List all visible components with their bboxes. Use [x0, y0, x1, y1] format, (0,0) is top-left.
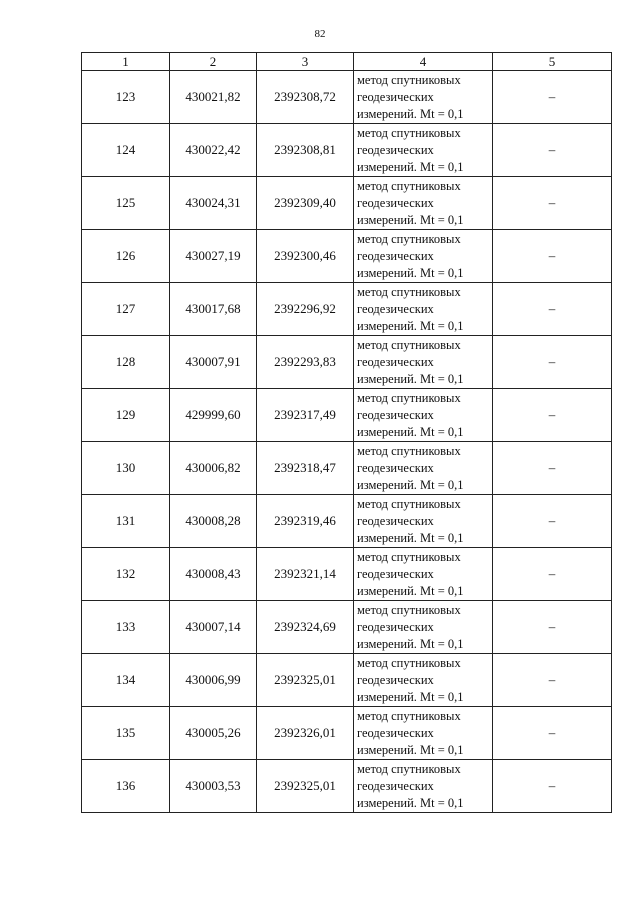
coord-x: 430006,99: [170, 654, 257, 707]
method-line-2: геодезических: [357, 460, 434, 475]
method-line-1: метод спутниковых: [357, 178, 461, 193]
extra-cell: –: [493, 389, 612, 442]
point-id: 135: [82, 707, 170, 760]
table-body: [82, 71, 612, 813]
method-cell: [354, 495, 493, 548]
method-line-3: измерений. Mt = 0,1: [357, 106, 464, 121]
method-line-2: геодезических: [357, 672, 434, 687]
page-number: 82: [314, 28, 326, 40]
coord-y: 2392308,72: [257, 71, 354, 124]
coordinates-table: [81, 52, 612, 813]
method-line-1: метод спутниковых: [357, 337, 461, 352]
method-line-2: геодезических: [357, 354, 434, 369]
coord-x: 430017,68: [170, 283, 257, 336]
method-line-1: метод спутниковых: [357, 602, 461, 617]
table-row: [82, 495, 612, 548]
method-line-2: геодезических: [357, 407, 434, 422]
table-row: [82, 442, 612, 495]
table-row: [82, 389, 612, 442]
method-cell: [354, 442, 493, 495]
extra-cell: –: [493, 601, 612, 654]
point-id: 129: [82, 389, 170, 442]
coord-y: 2392321,14: [257, 548, 354, 601]
point-id: 130: [82, 442, 170, 495]
method-line-3: измерений. Mt = 0,1: [357, 212, 464, 227]
coord-x: 430022,42: [170, 124, 257, 177]
coord-x: 430027,19: [170, 230, 257, 283]
extra-cell: –: [493, 495, 612, 548]
extra-cell: –: [493, 336, 612, 389]
method-cell: [354, 71, 493, 124]
method-line-2: геодезических: [357, 619, 434, 634]
header-col-5: 5: [493, 53, 612, 71]
coord-y: 2392317,49: [257, 389, 354, 442]
header-col-2: 2: [170, 53, 257, 71]
method-line-3: измерений. Mt = 0,1: [357, 742, 464, 757]
coord-y: 2392293,83: [257, 336, 354, 389]
method-line-2: геодезических: [357, 195, 434, 210]
point-id: 124: [82, 124, 170, 177]
method-cell: [354, 760, 493, 813]
method-cell: [354, 336, 493, 389]
point-id: 127: [82, 283, 170, 336]
extra-cell: –: [493, 760, 612, 813]
extra-cell: –: [493, 548, 612, 601]
method-cell: [354, 283, 493, 336]
method-cell: [354, 601, 493, 654]
extra-cell: –: [493, 71, 612, 124]
extra-cell: –: [493, 654, 612, 707]
point-id: 128: [82, 336, 170, 389]
coord-x: 430005,26: [170, 707, 257, 760]
method-line-1: метод спутниковых: [357, 125, 461, 140]
coord-x: 430008,28: [170, 495, 257, 548]
method-line-3: измерений. Mt = 0,1: [357, 689, 464, 704]
extra-cell: –: [493, 177, 612, 230]
point-id: 134: [82, 654, 170, 707]
table-row: [82, 124, 612, 177]
method-line-3: измерений. Mt = 0,1: [357, 636, 464, 651]
method-line-2: геодезических: [357, 301, 434, 316]
coord-x: 430007,14: [170, 601, 257, 654]
point-id: 131: [82, 495, 170, 548]
coord-y: 2392296,92: [257, 283, 354, 336]
method-line-1: метод спутниковых: [357, 549, 461, 564]
method-line-3: измерений. Mt = 0,1: [357, 530, 464, 545]
method-cell: [354, 548, 493, 601]
coord-x: 429999,60: [170, 389, 257, 442]
method-cell: [354, 654, 493, 707]
table-row: [82, 707, 612, 760]
method-line-1: метод спутниковых: [357, 72, 461, 87]
method-line-1: метод спутниковых: [357, 284, 461, 299]
method-line-2: геодезических: [357, 778, 434, 793]
header-col-1: 1: [82, 53, 170, 71]
coord-y: 2392318,47: [257, 442, 354, 495]
method-line-1: метод спутниковых: [357, 655, 461, 670]
extra-cell: –: [493, 442, 612, 495]
method-line-2: геодезических: [357, 566, 434, 581]
method-line-3: измерений. Mt = 0,1: [357, 795, 464, 810]
method-line-3: измерений. Mt = 0,1: [357, 477, 464, 492]
coord-y: 2392308,81: [257, 124, 354, 177]
method-line-1: метод спутниковых: [357, 390, 461, 405]
point-id: 126: [82, 230, 170, 283]
table-header: [82, 53, 612, 71]
coord-y: 2392300,46: [257, 230, 354, 283]
method-line-1: метод спутниковых: [357, 708, 461, 723]
table-row: [82, 230, 612, 283]
header-row: [82, 53, 612, 71]
coord-y: 2392325,01: [257, 760, 354, 813]
extra-cell: –: [493, 124, 612, 177]
table-row: [82, 760, 612, 813]
method-line-2: геодезических: [357, 248, 434, 263]
method-cell: [354, 177, 493, 230]
coord-x: 430021,82: [170, 71, 257, 124]
coord-y: 2392325,01: [257, 654, 354, 707]
method-line-3: измерений. Mt = 0,1: [357, 371, 464, 386]
table-row: [82, 336, 612, 389]
table-row: [82, 654, 612, 707]
method-cell: [354, 707, 493, 760]
method-line-2: геодезических: [357, 725, 434, 740]
method-line-1: метод спутниковых: [357, 443, 461, 458]
point-id: 133: [82, 601, 170, 654]
method-line-3: измерений. Mt = 0,1: [357, 159, 464, 174]
coord-y: 2392326,01: [257, 707, 354, 760]
coord-x: 430008,43: [170, 548, 257, 601]
table-row: [82, 283, 612, 336]
method-line-2: геодезических: [357, 513, 434, 528]
header-col-3: 3: [257, 53, 354, 71]
coord-y: 2392319,46: [257, 495, 354, 548]
method-line-2: геодезических: [357, 89, 434, 104]
method-line-1: метод спутниковых: [357, 761, 461, 776]
extra-cell: –: [493, 230, 612, 283]
table-row: [82, 71, 612, 124]
method-line-3: измерений. Mt = 0,1: [357, 265, 464, 280]
method-line-3: измерений. Mt = 0,1: [357, 583, 464, 598]
method-line-1: метод спутниковых: [357, 496, 461, 511]
point-id: 125: [82, 177, 170, 230]
method-cell: [354, 230, 493, 283]
table-row: [82, 548, 612, 601]
table-row: [82, 601, 612, 654]
header-col-4: 4: [354, 53, 493, 71]
table-row: [82, 177, 612, 230]
coord-y: 2392324,69: [257, 601, 354, 654]
coord-x: 430003,53: [170, 760, 257, 813]
coord-y: 2392309,40: [257, 177, 354, 230]
method-cell: [354, 389, 493, 442]
method-cell: [354, 124, 493, 177]
extra-cell: –: [493, 283, 612, 336]
coord-x: 430024,31: [170, 177, 257, 230]
method-line-3: измерений. Mt = 0,1: [357, 424, 464, 439]
method-line-2: геодезических: [357, 142, 434, 157]
point-id: 136: [82, 760, 170, 813]
method-line-1: метод спутниковых: [357, 231, 461, 246]
method-line-3: измерений. Mt = 0,1: [357, 318, 464, 333]
extra-cell: –: [493, 707, 612, 760]
coord-x: 430006,82: [170, 442, 257, 495]
coord-x: 430007,91: [170, 336, 257, 389]
point-id: 132: [82, 548, 170, 601]
point-id: 123: [82, 71, 170, 124]
